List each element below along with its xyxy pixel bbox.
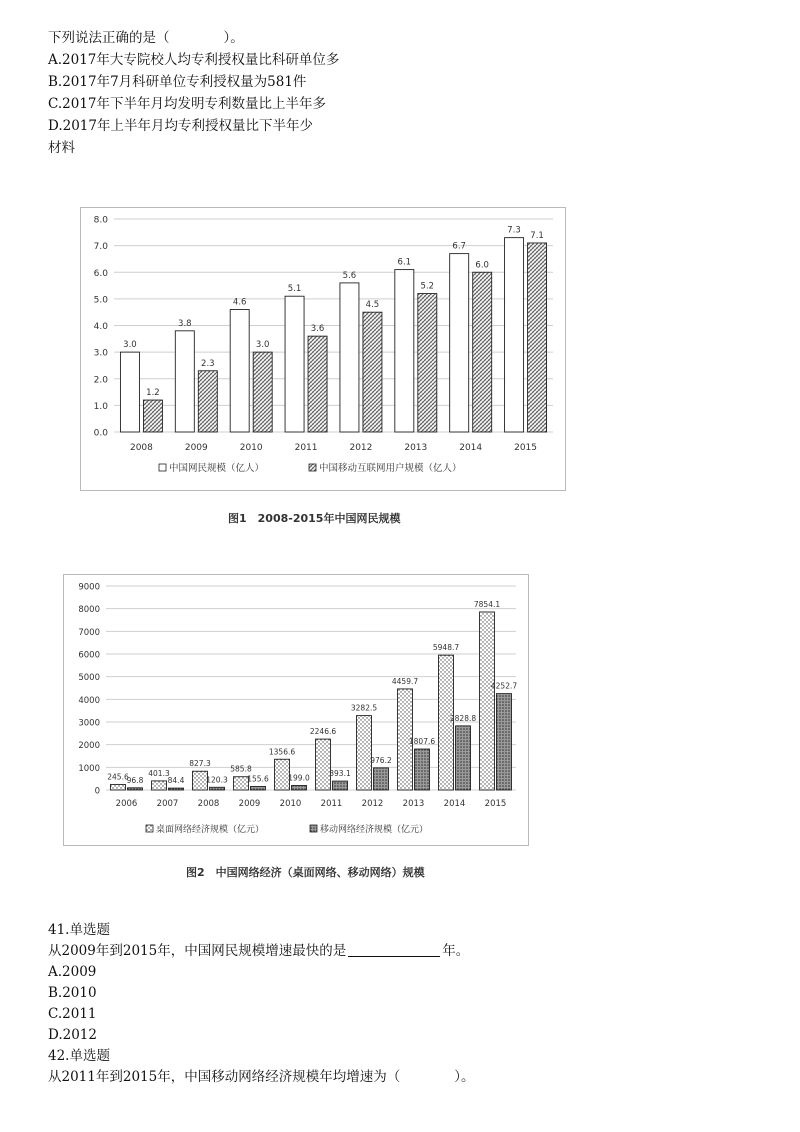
bar-series1 [120,352,139,432]
x-tick-label: 2015 [514,443,538,453]
q41-option-c: C.2011 [48,1006,97,1022]
data-label: 7854.1 [473,599,501,609]
x-tick-label: 2009 [238,799,261,809]
q41-stem-before: 从2009年到2015年，中国网民规模增速最快的是 [48,943,347,959]
y-tick-label: 3.0 [93,348,108,359]
x-tick-label: 2010 [239,443,263,453]
y-tick-label: 0.0 [93,428,108,439]
data-label: 3282.5 [350,703,378,713]
data-label: 2246.6 [309,727,337,737]
q41-option-a: A.2009 [48,964,97,980]
chart2-caption: 图2 中国网络经济（桌面网络、移动网络）规模 [186,866,425,879]
legend-entry: 中国网民规模（亿人） [169,463,265,474]
y-tick-label: 2.0 [93,375,108,386]
bar-series1 [340,283,359,432]
data-label: 4459.7 [391,676,419,686]
data-label: 1.2 [146,388,160,399]
chart1-frame [80,207,566,491]
y-tick-label: 1000 [78,763,100,774]
bar-series1 [230,310,249,432]
data-label: 401.3 [148,768,170,778]
option-c: C.2017年下半年月均发明专利数量比上半年多 [48,96,326,112]
x-tick-label: 2014 [443,799,466,809]
option-a: A.2017年大专院校人均专利授权量比科研单位多 [48,52,340,68]
x-tick-label: 2014 [459,443,483,453]
bar-series2 [456,726,471,790]
y-tick-label: 7.0 [93,242,108,253]
bar-series1 [357,716,372,790]
data-label: 4252.7 [490,681,518,691]
data-label: 1356.6 [268,747,296,757]
data-label: 245.6 [107,772,129,782]
bar-series1 [152,781,167,790]
chart2-frame [63,574,529,846]
bar-series2 [374,768,389,790]
data-label: 4.6 [232,297,247,308]
x-tick-label: 2008 [197,799,220,809]
bar-series2 [292,785,307,790]
x-tick-label: 2007 [156,799,179,809]
option-d: D.2017年上半年月均专利授权量比下半年少 [48,118,313,134]
y-tick-label: 3000 [78,718,100,729]
y-tick-label: 2000 [78,741,100,752]
chart2-svg [64,575,528,845]
data-label: 5.6 [342,270,357,281]
x-tick-label: 2008 [129,443,153,453]
legend-entry: 移动网络经济规模（亿元） [320,825,429,835]
x-tick-label: 2009 [184,443,208,453]
q42-stem: 从2011年到2015年，中国移动网络经济规模年均增速为（ ）。 [48,1069,475,1085]
data-label: 2828.8 [449,713,477,723]
bar-series1 [480,612,495,790]
x-tick-label: 2011 [320,799,343,809]
bar-series2 [198,371,217,432]
data-label: 827.3 [189,759,211,769]
question-intro: 下列说法正确的是（ ）。 [48,30,244,46]
q42-heading: 42.单选题 [48,1048,110,1064]
bar-series2 [363,312,382,432]
y-tick-label: 1.0 [93,401,108,412]
y-tick-label: 4000 [78,695,100,706]
data-label: 6.7 [452,241,466,252]
data-label: 84.4 [167,776,185,786]
legend-swatch [310,825,317,832]
data-label: 3.0 [123,340,137,351]
bar-series1 [234,777,249,790]
x-tick-label: 2012 [361,799,384,809]
y-tick-label: 4.0 [93,322,108,332]
legend-swatch [309,464,316,471]
y-tick-label: 6.0 [93,268,108,279]
bar-series2 [210,787,225,790]
q41-option-d: D.2012 [48,1027,97,1043]
data-label: 393.1 [329,769,351,779]
data-label: 6.1 [397,257,412,268]
bar-series2 [473,272,492,432]
bar-series1 [111,784,126,790]
bar-series1 [450,254,469,432]
data-label: 585.8 [230,764,252,774]
legend-swatch [159,464,166,471]
bar-series1 [193,771,208,790]
y-tick-label: 6000 [78,650,100,661]
bar-series2 [497,694,512,790]
data-label: 2.3 [201,358,215,369]
bar-series1 [285,296,304,432]
data-label: 3.8 [178,318,192,329]
bar-series2 [143,400,162,432]
bar-series2 [251,786,266,790]
bar-series1 [316,739,331,790]
x-tick-label: 2006 [115,799,138,809]
bar-series2 [528,243,547,432]
legend-entry: 中国移动互联网用户规模（亿人） [319,463,462,474]
data-label: 5.2 [420,281,435,292]
x-tick-label: 2015 [484,799,507,809]
bar-series2 [128,788,143,790]
legend-entry: 桌面网络经济规模（亿元） [156,825,265,835]
y-tick-label: 8.0 [93,215,108,226]
x-tick-label: 2011 [294,443,318,453]
x-tick-label: 2010 [279,799,302,809]
y-tick-label: 9000 [78,582,100,593]
bar-series1 [395,270,414,432]
data-label: 5.1 [287,284,302,295]
x-tick-label: 2013 [402,799,425,809]
bar-series2 [169,788,184,790]
bar-series2 [253,352,272,432]
q41-stem [48,941,469,961]
bar-series2 [415,749,430,790]
legend-swatch [146,825,153,832]
q41-heading: 41.单选题 [48,922,110,938]
bar-series1 [505,238,524,432]
material-label: 材料 [48,140,75,156]
data-label: 1807.6 [408,737,436,747]
chart1-svg [81,208,565,490]
data-label: 3.6 [310,324,325,335]
data-label: 5948.7 [432,643,460,653]
data-label: 3.0 [255,340,270,351]
data-label: 120.3 [206,775,228,785]
data-label: 4.5 [365,300,380,311]
x-tick-label: 2013 [404,443,428,453]
q41-option-b: B.2010 [48,985,97,1001]
chart1-caption: 图1 2008-2015年中国网民规模 [228,512,401,525]
y-tick-label: 8000 [78,605,100,616]
y-tick-label: 7000 [78,627,100,638]
y-tick-label: 0 [94,786,100,797]
bar-series1 [275,759,290,790]
data-label: 96.8 [126,775,144,785]
y-tick-label: 5000 [78,673,100,684]
data-label: 155.6 [247,774,269,784]
x-tick-label: 2012 [349,443,373,453]
data-label: 976.2 [370,755,392,765]
bar-series2 [333,781,348,790]
q41-stem-after: 年。 [442,943,470,959]
data-label: 199.0 [288,773,310,783]
option-b: B.2017年7月科研单位专利授权量为581件 [48,74,307,90]
bar-series1 [175,331,194,432]
data-label: 7.1 [530,230,544,241]
y-tick-label: 5.0 [93,295,108,306]
data-label: 6.0 [475,260,489,271]
bar-series2 [418,294,437,432]
q41-answer-blank [348,942,440,957]
bar-series2 [308,336,327,432]
data-label: 7.3 [507,225,521,236]
